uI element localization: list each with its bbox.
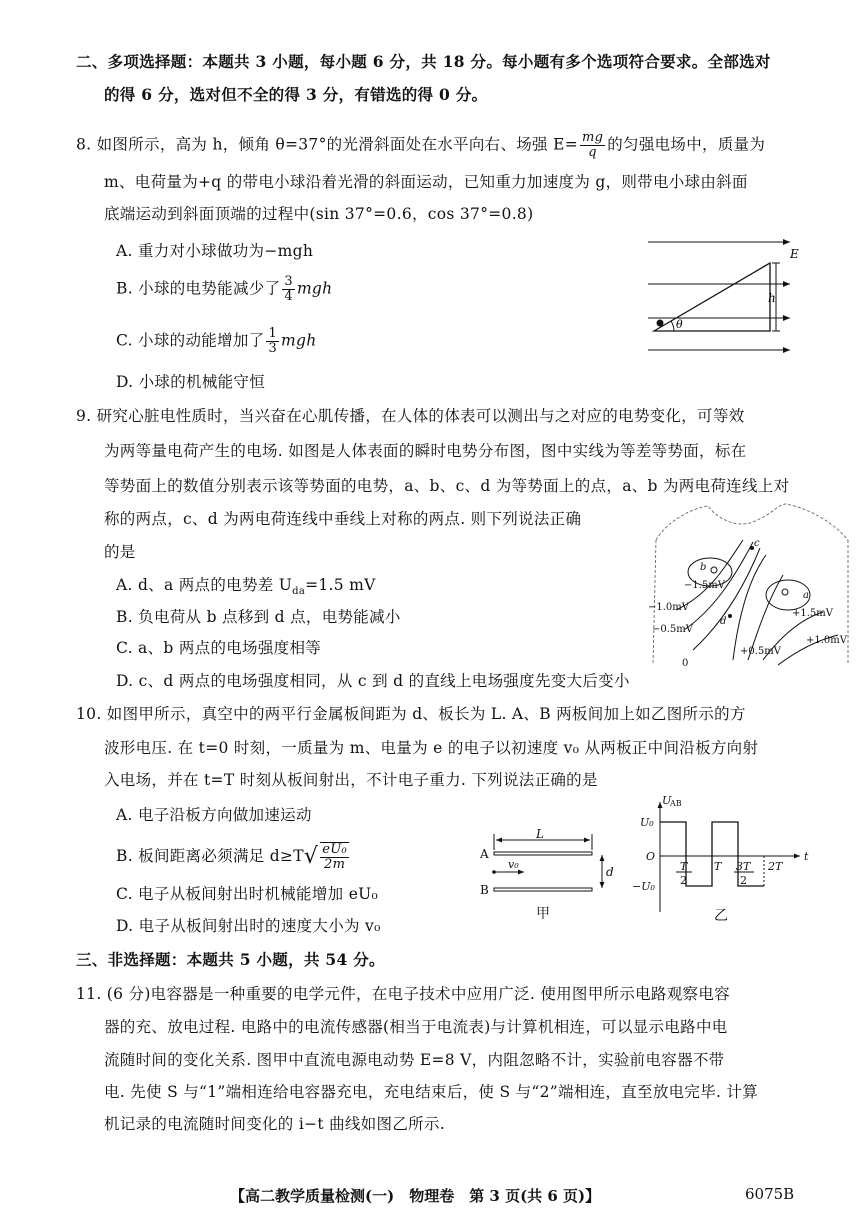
- paper-code: 6075B: [745, 1185, 795, 1203]
- svg-text:−0.5mV: −0.5mV: [652, 624, 693, 635]
- svg-text:2T: 2T: [768, 860, 783, 873]
- q10-stem-line2: 波形电压. 在 t=0 时刻，一质量为 m、电量为 e 的电子以初速度 v₀ 从两板正中间沿板方向射: [104, 739, 759, 757]
- q10-stem-line1: 10. 如图甲所示，真空中的两平行金属板间距为 d、板长为 L. A、B 两板间加上如乙图所示的方: [76, 705, 746, 723]
- label-E: E: [790, 247, 799, 261]
- q8-option-c: C. 小球的动能增加了 $\frac{1}{3}$ mgh: [116, 326, 317, 356]
- q9-stem-line4: 称的两点，c、d 为两电荷连线中垂线上对称的两点. 则下列说法正确: [104, 510, 582, 528]
- svg-text:T: T: [714, 860, 722, 873]
- svg-text:t: t: [804, 850, 809, 863]
- q8-incline-figure: [640, 232, 815, 362]
- section-3-heading: 三、非选择题：本题共 5 小题，共 54 分。: [76, 950, 385, 969]
- q8-stem-line2: m、电荷量为+q 的带电小球沿着光滑的斜面运动，已知重力加速度为 g，则带电小球由斜面: [104, 173, 748, 191]
- q8-stem-line3: 底端运动到斜面顶端的过程中(sin 37°=0.6，cos 37°=0.8): [104, 205, 534, 223]
- svg-text:+0.5mV: +0.5mV: [740, 646, 781, 657]
- q10-option-b: B. 板间距离必须满足 d≥T√ $\frac{\text{eU₀}}{2m}$: [116, 842, 348, 872]
- q8-option-d: D. 小球的机械能守恒: [116, 373, 266, 391]
- label-h: h: [768, 291, 776, 305]
- q9-option-a: A. d、a 两点的电势差 $U_{da}=1.5$ mV: [116, 576, 376, 598]
- svg-text:d: d: [606, 865, 614, 879]
- section-2-heading-cont: 的得 6 分，选对但不全的得 3 分，有错选的得 0 分。: [104, 85, 488, 104]
- equipotential: [676, 540, 743, 610]
- svg-text:T: T: [680, 860, 688, 873]
- q10-option-c: C. 电子从板间射出时机械能增加 eU₀: [116, 885, 379, 903]
- q8-option-a: A. 重力对小球做功为−mgh: [116, 242, 314, 260]
- q10-voltage-graph: [628, 792, 818, 924]
- svg-text:−U₀: −U₀: [632, 880, 655, 893]
- plate-A: [494, 852, 592, 855]
- svg-text:d: d: [720, 616, 727, 627]
- q10-option-d: D. 电子从板间射出时的速度大小为 v₀: [116, 917, 381, 935]
- svg-text:AB: AB: [670, 799, 682, 808]
- charged-ball: [657, 320, 664, 327]
- svg-text:+1.0mV: +1.0mV: [806, 635, 847, 646]
- svg-text:2: 2: [680, 874, 687, 887]
- plate-B: [494, 888, 592, 891]
- q9-stem-line1: 9. 研究心脏电性质时，当兴奋在心肌传播，在人体的体表可以测出与之对应的电势变化，可等效: [76, 407, 745, 425]
- svg-text:A: A: [480, 847, 489, 861]
- point-d: [728, 614, 732, 618]
- svg-text:B: B: [480, 883, 489, 897]
- body-outline: [656, 504, 848, 540]
- q9-stem-line2: 为两等量电荷产生的电场. 如图是人体表面的瞬时电势分布图，图中实线为等差等势面，标在: [104, 442, 747, 460]
- q9-potential-figure: [648, 500, 853, 670]
- point-b: [711, 567, 717, 573]
- svg-text:3T: 3T: [736, 860, 751, 873]
- q10-stem-line3: 入电场，并在 t=T 时刻从板间射出，不计电子重力. 下列说法正确的是: [104, 771, 598, 789]
- fraction-mg-q: $\frac{mg}{q}$: [581, 130, 604, 160]
- point-a: [782, 589, 788, 595]
- svg-text:c: c: [754, 538, 760, 549]
- svg-text:a: a: [803, 590, 809, 601]
- svg-text:b: b: [700, 562, 707, 573]
- q9-stem-line5: 的是: [104, 543, 136, 561]
- q9-stem-line3: 等势面上的数值分别表示该等势面的电势，a、b、c、d 为等势面上的点，a、b 为两电荷连线上对: [104, 477, 790, 495]
- q11-stem-line5: 机记录的电流随时间变化的 i−t 曲线如图乙所示.: [104, 1115, 445, 1133]
- svg-text:0: 0: [682, 658, 689, 669]
- section-2-heading: 二、多项选择题：本题共 3 小题，每小题 6 分，共 18 分。每小题有多个选项符合要求。全部选对: [76, 52, 771, 71]
- electron: [492, 870, 496, 874]
- q9-option-d: D. c、d 两点的电场强度相同，从 c 到 d 的直线上电场强度先变大后变小: [116, 672, 630, 690]
- svg-text:U: U: [662, 794, 672, 807]
- svg-text:v₀: v₀: [508, 858, 519, 871]
- q9-option-b: B. 负电荷从 b 点移到 d 点，电势能减小: [116, 608, 401, 626]
- label-theta: θ: [676, 318, 683, 331]
- svg-text:+1.5mV: +1.5mV: [792, 608, 833, 619]
- svg-text:U₀: U₀: [640, 816, 654, 829]
- q10-option-a: A. 电子沿板方向做加速运动: [116, 806, 312, 824]
- q11-stem-line4: 电. 先使 S 与“1”端相连给电容器充电，充电结束后，使 S 与“2”端相连，直至放电完毕. 计算: [104, 1083, 759, 1101]
- q9-option-c: C. a、b 两点的电场强度相等: [116, 639, 322, 657]
- svg-text:−1.5mV: −1.5mV: [684, 580, 725, 591]
- svg-text:乙: 乙: [714, 908, 728, 924]
- q10-plates-figure: [472, 822, 622, 924]
- q8-stem-line1: 8. 如图所示，高为 h，倾角 θ=37°的光滑斜面处在水平向右、场强 E= $\frac{mg}{q}$ 的匀强电场中，质量为: [76, 130, 766, 160]
- q11-stem-line1: 11. (6 分)电容器是一种重要的电学元件，在电子技术中应用广泛. 使用图甲所示电路观察电容: [76, 985, 730, 1003]
- q8-option-b: B. 小球的电势能减少了 $\frac{3}{4}$ mgh: [116, 274, 333, 304]
- svg-text:L: L: [536, 827, 544, 841]
- svg-text:−1.0mV: −1.0mV: [648, 602, 689, 613]
- svg-text:甲: 甲: [536, 906, 550, 922]
- page-footer: 【高二教学质量检测(一) 物理卷 第 3 页(共 6 页)】: [230, 1187, 601, 1205]
- q11-stem-line2: 器的充、放电过程. 电路中的电流传感器(相当于电流表)与计算机相连，可以显示电路中电: [104, 1018, 728, 1036]
- svg-text:2: 2: [740, 874, 747, 887]
- svg-text:O: O: [646, 850, 656, 863]
- q11-stem-line3: 流随时间的变化关系. 图甲中直流电源电动势 E=8 V，内阻忽略不计，实验前电容器不带: [104, 1051, 725, 1069]
